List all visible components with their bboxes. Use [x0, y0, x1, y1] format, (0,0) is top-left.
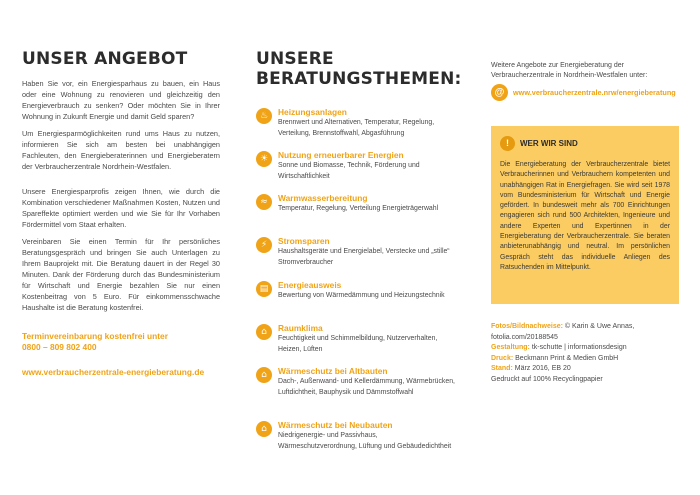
topic-description: Temperatur, Regelung, Verteilung Energieträgerwahl — [278, 205, 439, 212]
offer-paragraph-1: Haben Sie vor, ein Energiesparhaus zu bauen, ein Haus oder eine Wohnung zu renovieren und gleichzeitig den Energieverbrauch zu senken? Oder möchten Sie in Ihrer Wohnung in Zukunft Energie und damit Geld sparen? — [22, 79, 220, 121]
new-house-icon: ⌂ — [256, 421, 272, 437]
credits-status — [491, 364, 681, 375]
credits-photos-value: © Karin & Uwe Annas, fotolia.com/20188545 — [491, 323, 635, 341]
topics-heading-line-2: BERATUNGSTHEMEN: — [256, 69, 462, 89]
topic-description: Dach-, Außenwand- und Kellerdämmung, Wärmebrücken, Luftdichtheit, Bauphysik und Dämmstoffwahl — [278, 378, 455, 396]
who-we-are-text: Die Energieberatung der Verbraucherzentrale bietet Verbraucherinnen und Verbrauchern kompetenten und unabhängigen Rat in Energiefragen. Sie wird seit 1978 vom Bundesministerium für Wirtschaft und Energie gefördert. In bundesweit mehr als 700 Einrichtungen engagieren sich rund 500 Architekten, Ingenieure und andere Experten und Expertinnen in der Energieberatung der Verbraucherzentrale. Sie beraten anbieterunabhängig und neutral. Im persönlichen Gespräch steht das individuelle Anliegen des Ratsuchenden im Mittelpunkt. — [500, 161, 670, 271]
credits-print — [491, 354, 681, 365]
sun-icon: ☀ — [256, 151, 272, 167]
appointment-line-1: Terminvereinbarung kostenfrei unter — [22, 331, 168, 341]
at-icon: @ — [491, 84, 508, 101]
topic-title: Energieausweis — [278, 280, 342, 290]
topic-title: Wärmeschutz bei Altbauten — [278, 366, 388, 376]
certificate-icon: ▤ — [256, 281, 272, 297]
website-link[interactable]: www.verbraucherzentrale-energieberatung.de — [22, 367, 205, 377]
credits-print-value: Beckmann Print & Medien GmbH — [515, 354, 619, 362]
topic-title: Warmwasserbereitung — [278, 193, 368, 203]
credits-design-label: Gestaltung: — [491, 344, 530, 351]
credits-design-value: tk-schutte | informationsdesign — [531, 344, 627, 351]
heating-icon: ♨ — [256, 108, 272, 124]
plug-icon: ⚡ — [256, 237, 272, 253]
imprint-credits — [491, 322, 681, 385]
more-offers-link-row[interactable] — [491, 84, 681, 102]
credits-status-label: Stand: — [491, 365, 513, 372]
offer-paragraph-4: Vereinbaren Sie einen Termin für Ihr persönliches Beratungsgespräch und bringen Sie auch Unterlagen zu Ihrem Bauprojekt mit. Die Beratung dauert in der Regel 30 Minuten. Dank der Förderung durch das Bundesministerium für Wirtschaft und Energie bezahlen Sie nur einen Kostenbeitrag von 5 Euro. Für einkommensschwache Haushalte ist die Beratung kostenfrei. — [22, 237, 220, 312]
topic-description: Brennwert und Alternativen, Temperatur, Regelung, Verteilung, Brennstoffwahl, Abgasführung — [278, 119, 435, 137]
exclamation-icon: ! — [500, 136, 515, 151]
topic-title: Stromsparen — [278, 236, 330, 246]
more-offers-text: Weitere Angebote zur Energieberatung der Verbraucherzentrale in Nordrhein-Westfalen unter: — [491, 62, 648, 79]
topic-description: Feuchtigkeit und Schimmelbildung, Nutzerverhalten, Heizen, Lüften — [278, 335, 438, 353]
who-we-are-box — [491, 126, 679, 304]
topic-title: Nutzung erneuerbarer Energien — [278, 150, 404, 160]
topic-description: Sonne und Biomasse, Technik, Förderung und Wirtschaftlichkeit — [278, 162, 420, 180]
credits-paper: Gedruckt auf 100% Recyclingpapier — [491, 375, 603, 383]
topics-heading-line-1: UNSERE — [256, 49, 334, 69]
credits-print-label: Druck: — [491, 354, 514, 362]
offer-paragraph-3: Unsere Energiesparprofis zeigen Ihnen, wie durch die Kombination verschiedener Maßnahmen Kosten, Nutzen und Spareffekte optimiert werden und wie Sie für Ihr Vorhaben Fördermittel vom Staat erhalten. — [22, 187, 220, 229]
who-we-are-header — [500, 136, 670, 154]
offer-heading: UNSER ANGEBOT — [22, 49, 188, 69]
credits-photos-label: Fotos/Bildnachweise: — [491, 323, 563, 330]
topic-title: Heizungsanlagen — [278, 107, 347, 117]
room-icon: ⌂ — [256, 324, 272, 340]
credits-status-value: März 2016, EB 20 — [514, 365, 571, 372]
topic-description: Niedrigenergie- und Passivhaus, Wärmeschutzverordnung, Lüftung und Gebäudedichtheit — [278, 432, 452, 450]
topics-heading — [256, 49, 462, 89]
who-we-are-title: WER WIR SIND — [520, 139, 578, 148]
topic-title: Wärmeschutz bei Neubauten — [278, 420, 393, 430]
topic-description: Haushaltsgeräte und Energielabel, Verstecke und „stille“ Stromverbraucher — [278, 248, 450, 266]
appointment-info — [22, 331, 222, 353]
credits-design — [491, 343, 681, 354]
water-icon: ≈ — [256, 194, 272, 210]
appointment-phone[interactable]: 0800 – 809 802 400 — [22, 342, 97, 352]
credits-photos — [491, 322, 681, 343]
offer-paragraph-2: Um Energiesparmöglichkeiten rund ums Haus zu nutzen, informieren Sie sich am besten bei unabhängigen Fachleuten, den Energieberaterinnen und Energieberatern der Verbraucherzentrale Nordrhein-Westfalen. — [22, 129, 220, 171]
topic-title: Raumklima — [278, 323, 323, 333]
old-house-icon: ⌂ — [256, 367, 272, 383]
topic-description: Bewertung von Wärmedämmung und Heizungstechnik — [278, 292, 445, 299]
more-offers-link[interactable]: www.verbraucherzentrale.nrw/energieberatung — [513, 88, 676, 97]
